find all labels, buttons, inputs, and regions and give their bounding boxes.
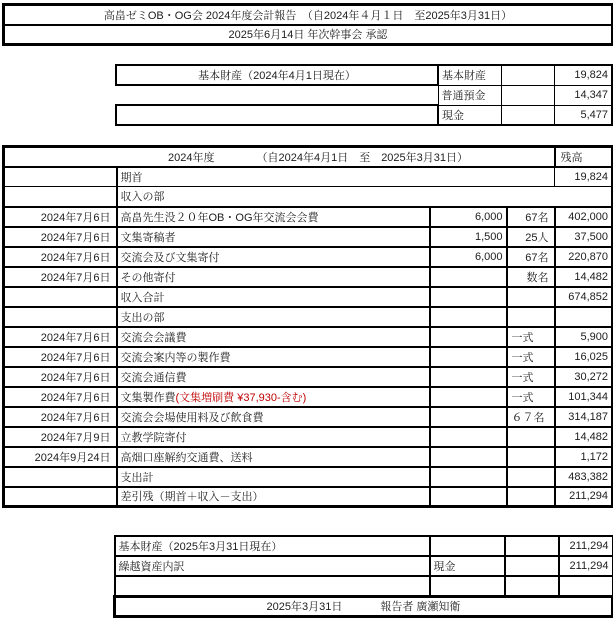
- date-cell: [4, 167, 117, 187]
- amount-cell: 30,272: [555, 367, 613, 387]
- blank-boxed-cell: [116, 105, 438, 125]
- table-row: [116, 65, 612, 85]
- asset-value-cell: 5,477: [554, 105, 612, 125]
- desc-cell: 文集寄稿者: [117, 227, 430, 247]
- asset-value-cell: 211,294: [559, 536, 613, 556]
- qty-cell: [507, 467, 555, 487]
- desc-cell: その他寄付: [117, 267, 430, 287]
- expense-row: [4, 327, 613, 347]
- qty-cell: 67名: [507, 247, 555, 267]
- expense-row: [4, 367, 613, 387]
- desc-red-note: (文集増刷費 ¥37,930-含む): [175, 391, 307, 404]
- date-cell: 2024年7月6日: [4, 387, 117, 407]
- opening-balance-row: [4, 167, 613, 187]
- date-cell: 2024年7月6日: [4, 207, 117, 227]
- spacer-cell: [501, 105, 554, 125]
- table-row: [4, 25, 613, 45]
- amount-cell: 211,294: [555, 487, 613, 507]
- desc-cell: [117, 387, 430, 407]
- blank-cell: [430, 576, 505, 596]
- asset-name-cell: 普通預金: [438, 85, 501, 105]
- qty-cell: 数名: [507, 267, 555, 287]
- date-cell: [4, 487, 117, 507]
- ledger-header-row: [4, 147, 613, 167]
- asset-name-cell: 現金: [430, 556, 505, 576]
- qty-cell: 67名: [507, 207, 555, 227]
- income-section-row: [4, 187, 613, 207]
- amount-cell: 37,500: [555, 227, 613, 247]
- table-row: [4, 5, 613, 25]
- desc-cell: 交流会通信費: [117, 367, 430, 387]
- desc-cell: 期首: [117, 167, 555, 187]
- table-row: [115, 536, 613, 556]
- qty-cell: [507, 307, 555, 327]
- date-cell: [4, 307, 117, 327]
- income-row: [4, 267, 613, 287]
- amount-cell: 5,900: [555, 327, 613, 347]
- desc-cell: 差引残（期首＋収入－支出）: [117, 487, 430, 507]
- income-total-row: [4, 287, 613, 307]
- opening-assets-label: 基本財産（2024年4月1日現在）: [116, 65, 438, 85]
- date-cell: 2024年7月6日: [4, 247, 117, 267]
- desc-cell: 収入合計: [117, 287, 430, 307]
- carryover-label: 繰越資産内訳: [115, 556, 430, 576]
- spacer-cell: [501, 65, 554, 85]
- desc-cell: 交流会会議費: [117, 327, 430, 347]
- net-balance-row: [4, 487, 613, 507]
- income-row: [4, 227, 613, 247]
- amount-cell: 674,852: [555, 287, 613, 307]
- date-cell: 2024年7月6日: [4, 327, 117, 347]
- expense-row: [4, 387, 613, 407]
- expense-total-row: [4, 467, 613, 487]
- amount-cell: 14,482: [555, 267, 613, 287]
- closing-assets-table: [113, 535, 613, 618]
- desc-cell: 高畑口座解約交通費、送料: [117, 447, 430, 467]
- unit-cell: [430, 467, 507, 487]
- section-label: 支出の部: [117, 307, 430, 327]
- date-cell: 2024年9月24日: [4, 447, 117, 467]
- qty-cell: 一式: [507, 347, 555, 367]
- asset-name-cell: 基本財産: [438, 65, 501, 85]
- spacer-cell: [505, 576, 559, 596]
- table-row: [116, 105, 612, 125]
- amount-cell: 483,382: [555, 467, 613, 487]
- income-row: [4, 207, 613, 227]
- qty-cell: [507, 287, 555, 307]
- unit-cell: [430, 367, 507, 387]
- date-cell: 2024年7月6日: [4, 367, 117, 387]
- table-row: [115, 556, 613, 576]
- expense-row: [4, 407, 613, 427]
- expense-row: [4, 447, 613, 467]
- table-row: [115, 576, 613, 596]
- date-cell: 2024年7月6日: [4, 407, 117, 427]
- expense-row: [4, 427, 613, 447]
- amount-cell: 314,187: [555, 407, 613, 427]
- date-cell: [4, 467, 117, 487]
- balance-column-header: 残高: [555, 147, 613, 167]
- spacer-cell: [505, 556, 559, 576]
- asset-name-cell: 現金: [438, 105, 501, 125]
- unit-cell: [430, 287, 507, 307]
- desc-cell: 交流会会場使用料及び飲食費: [117, 407, 430, 427]
- date-cell: 2024年7月6日: [4, 347, 117, 367]
- unit-cell: [430, 387, 507, 407]
- unit-cell: [430, 487, 507, 507]
- amount-cell: 19,824: [555, 167, 613, 187]
- qty-cell: 一式: [507, 327, 555, 347]
- desc-cell: 交流会案内等の製作費: [117, 347, 430, 367]
- report-date: 2025年3月31日: [266, 601, 343, 613]
- date-cell: [4, 287, 117, 307]
- blank-cell: [116, 85, 438, 105]
- amount-cell: 14,482: [555, 427, 613, 447]
- unit-cell: [430, 447, 507, 467]
- report-header-table: [2, 3, 613, 46]
- unit-cell: [430, 347, 507, 367]
- unit-cell: [430, 267, 507, 287]
- date-cell: [4, 187, 117, 207]
- amount-cell: 1,172: [555, 447, 613, 467]
- qty-cell: 一式: [507, 387, 555, 407]
- qty-cell: [507, 447, 555, 467]
- blank-cell: [115, 576, 430, 596]
- asset-value-cell: 14,347: [554, 85, 612, 105]
- approval-note: 2025年6月14日 年次幹事会 承認: [4, 25, 613, 45]
- opening-assets-table: [115, 64, 613, 126]
- amount-cell: 101,344: [555, 387, 613, 407]
- unit-cell: [430, 307, 507, 327]
- unit-cell: 6,000: [430, 247, 507, 267]
- unit-cell: [430, 407, 507, 427]
- spacer-cell: [505, 536, 559, 556]
- section-label: 収入の部: [117, 187, 613, 207]
- date-cell: 2024年7月6日: [4, 267, 117, 287]
- asset-value-cell: 19,824: [554, 65, 612, 85]
- amount-cell: 402,000: [555, 207, 613, 227]
- desc-cell: 支出計: [117, 467, 430, 487]
- fiscal-period-label: （自2024年4月1日 至 2025年3月31日）: [256, 151, 469, 164]
- unit-cell: 1,500: [430, 227, 507, 247]
- qty-cell: [507, 487, 555, 507]
- report-footer-row: [115, 596, 613, 616]
- desc-cell: 高畠先生没２０年OB・OG年交流会会費: [117, 207, 430, 227]
- desc-cell: 立教学院寄付: [117, 427, 430, 447]
- amount-cell: 220,870: [555, 247, 613, 267]
- asset-value-cell: 211,294: [559, 556, 613, 576]
- amount-cell: [555, 307, 613, 327]
- report-title: 高畠ゼミOB・OG会 2024年度会計報告 （自2024年４月１日 至2025年3月31日）: [4, 5, 613, 25]
- spacer-cell: [501, 85, 554, 105]
- reporter-name: 報告者 廣瀬知衛: [380, 601, 461, 613]
- unit-cell: 6,000: [430, 207, 507, 227]
- unit-cell: [430, 427, 507, 447]
- date-cell: 2024年7月9日: [4, 427, 117, 447]
- qty-cell: 一式: [507, 367, 555, 387]
- qty-cell: [507, 427, 555, 447]
- expense-row: [4, 347, 613, 367]
- blank-cell: [559, 576, 613, 596]
- report-footer: [115, 596, 613, 616]
- qty-cell: ６７名: [507, 407, 555, 427]
- fiscal-year-header: [4, 147, 555, 167]
- table-row: [116, 85, 612, 105]
- unit-cell: [430, 327, 507, 347]
- expense-section-row: [4, 307, 613, 327]
- desc-cell: 交流会及び文集寄付: [117, 247, 430, 267]
- fiscal-year-label: 2024年度: [168, 151, 215, 164]
- asset-name-cell: [430, 536, 505, 556]
- income-row: [4, 247, 613, 267]
- closing-assets-label: 基本財産（2025年3月31日現在）: [115, 536, 430, 556]
- ledger-table: [2, 145, 613, 508]
- desc-text: 文集製作費: [120, 391, 176, 404]
- qty-cell: 25人: [507, 227, 555, 247]
- date-cell: 2024年7月6日: [4, 227, 117, 247]
- amount-cell: 16,025: [555, 347, 613, 367]
